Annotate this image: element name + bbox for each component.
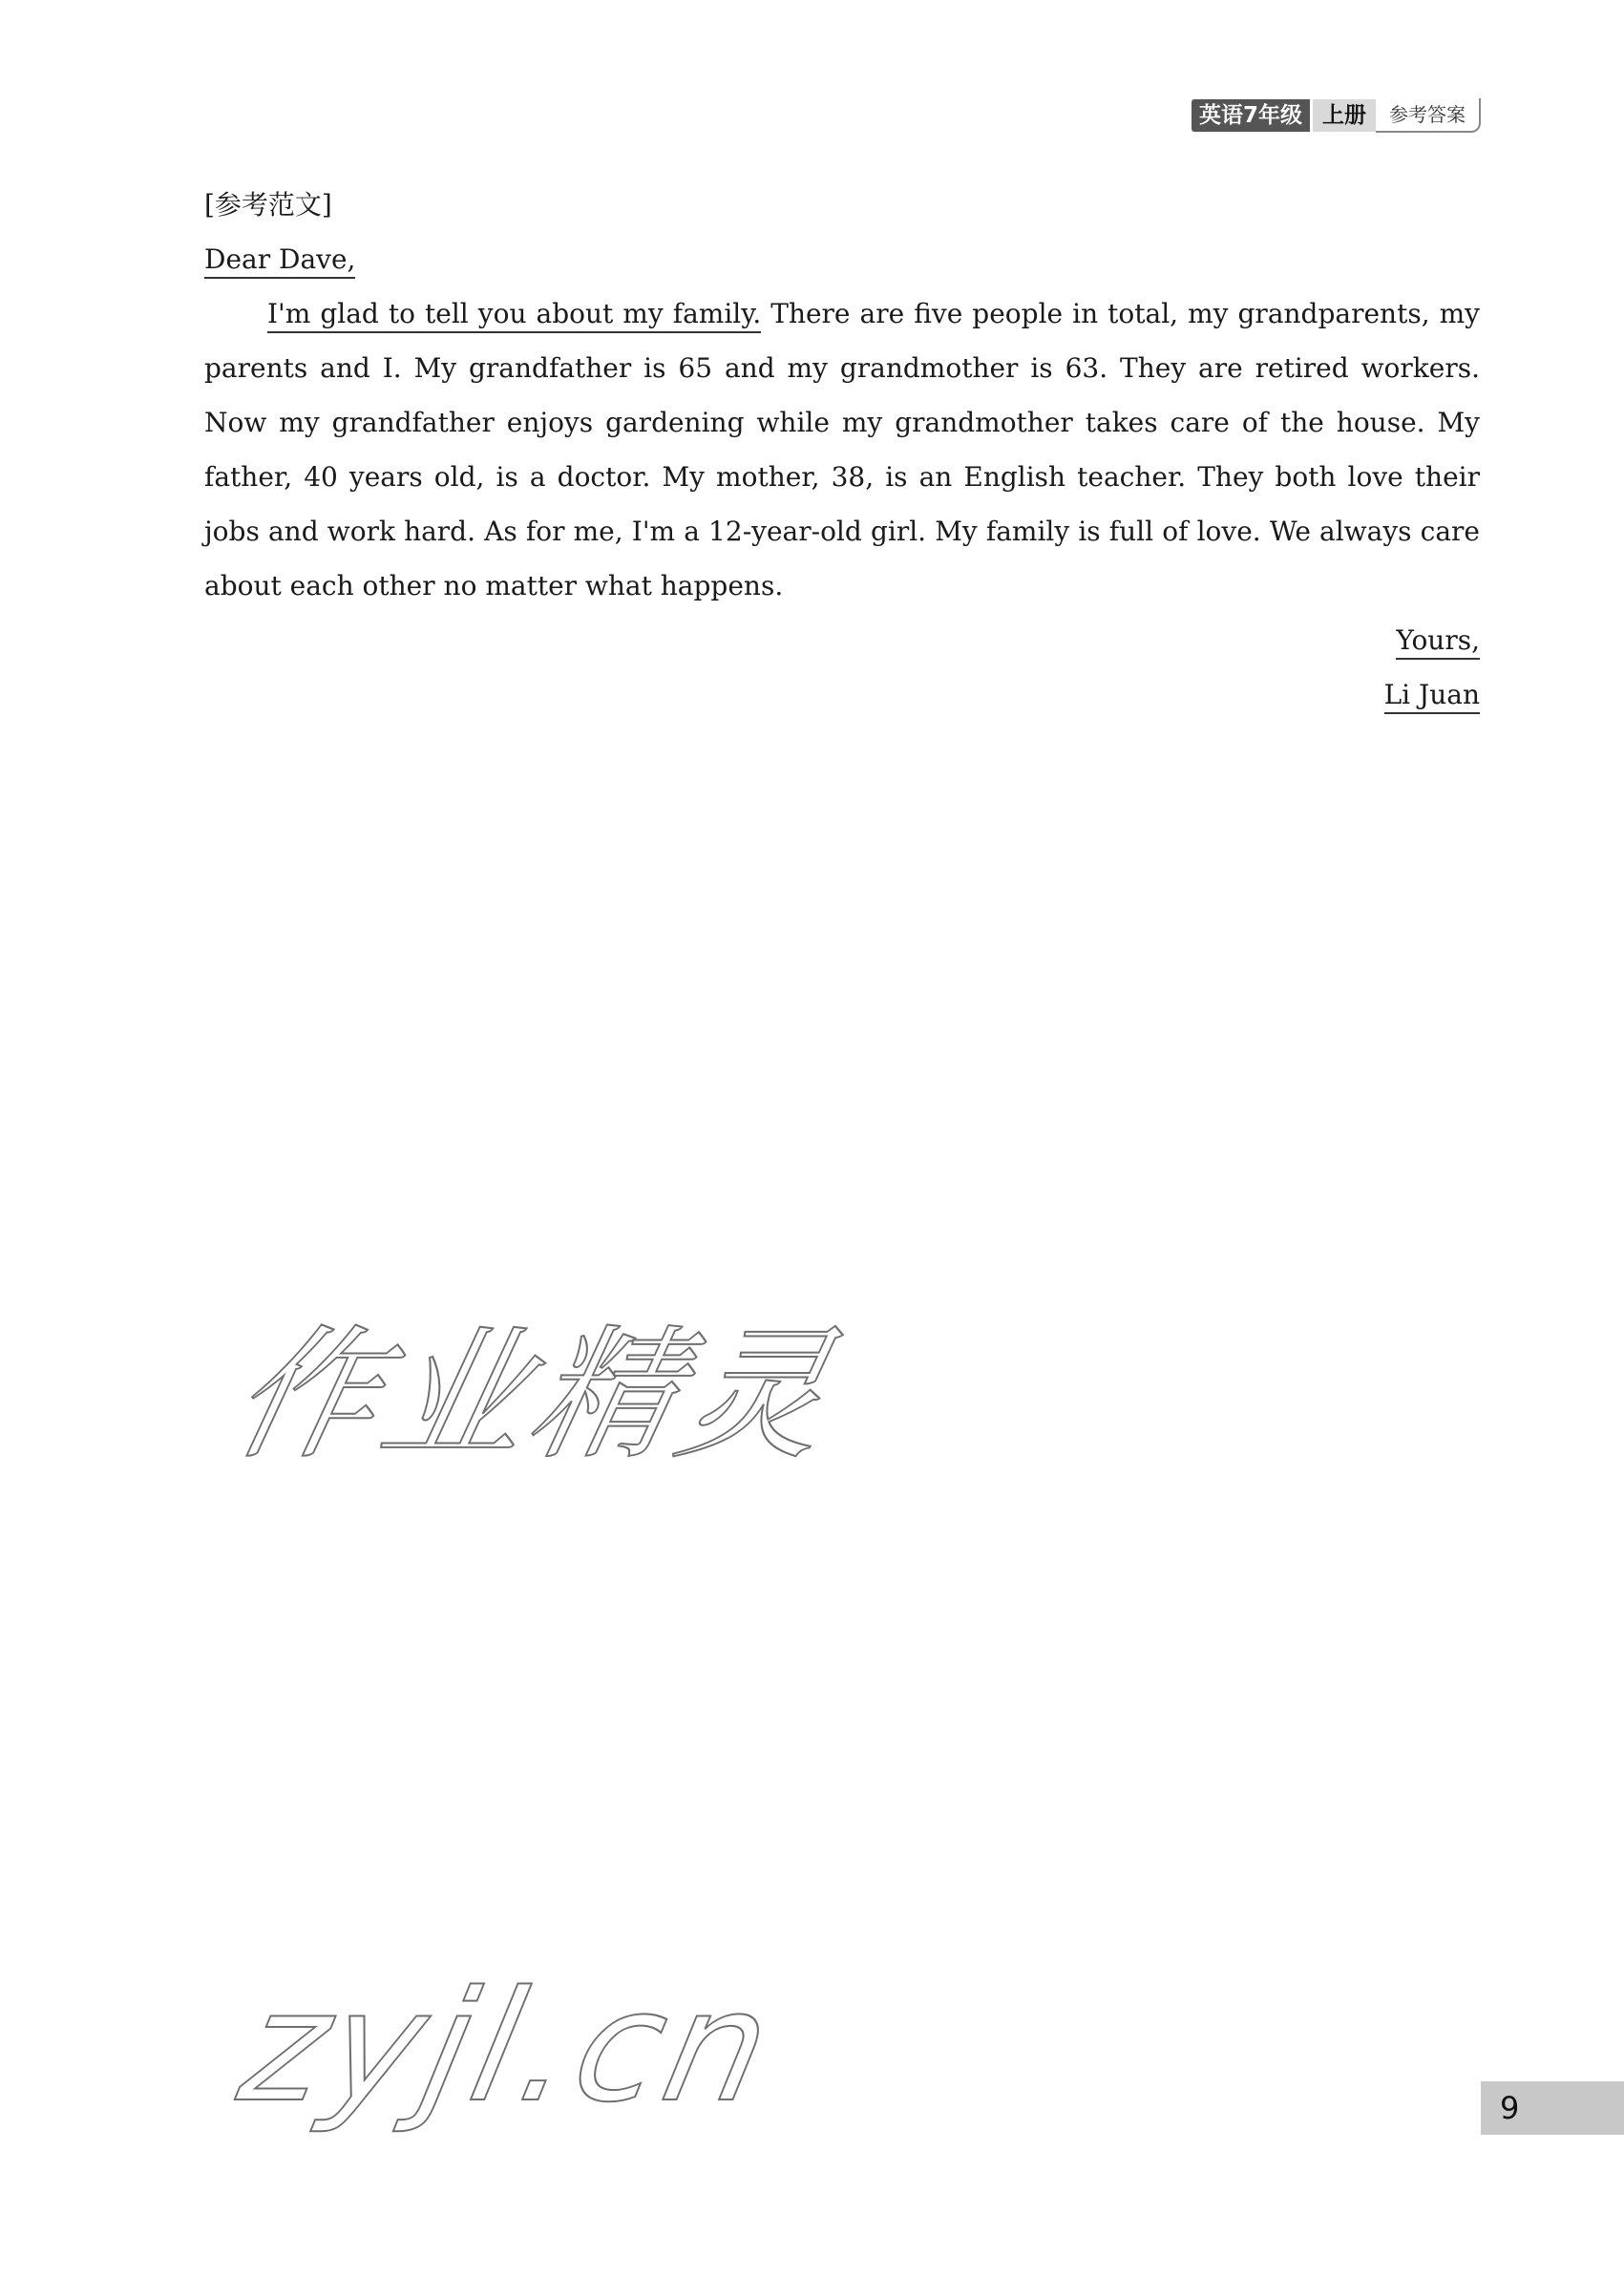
letter-greeting-line	[204, 232, 1480, 286]
section-tag: 参考答案	[1376, 98, 1481, 133]
letter-body-text: There are five people in total, my grandparents, my parents and I. My grandfather is 65 and my grandmother is 63. They are retired workers. Now my grandfather enjoys gardening while my grandmother takes care of the house. My father, 40 years old, is a doctor. My mother, 38, is an English teacher. They both love their jobs and work hard. As for me, I'm a 12-year-old girl. My family is full of love. We always care about each other no matter what happens.	[204, 298, 1480, 601]
section-label: [参考范文]	[204, 189, 332, 221]
volume-tag: 上册	[1310, 99, 1376, 132]
letter-signature-line	[204, 667, 1480, 722]
letter-closing-line	[204, 613, 1480, 667]
page-number: 9	[1481, 2081, 1624, 2135]
subject-tag: 英语7年级	[1192, 99, 1310, 132]
letter-body	[204, 286, 1480, 613]
watermark-url: zyjl.cn	[227, 1957, 791, 2136]
sample-letter	[204, 178, 1480, 722]
letter-opening: I'm glad to tell you about my family.	[267, 298, 761, 333]
letter-closing: Yours,	[1396, 624, 1480, 660]
watermark-cn: 作业精灵	[218, 1313, 850, 1479]
page-header	[1192, 99, 1481, 132]
letter-greeting: Dear Dave,	[204, 243, 355, 279]
letter-signature: Li Juan	[1384, 679, 1480, 714]
